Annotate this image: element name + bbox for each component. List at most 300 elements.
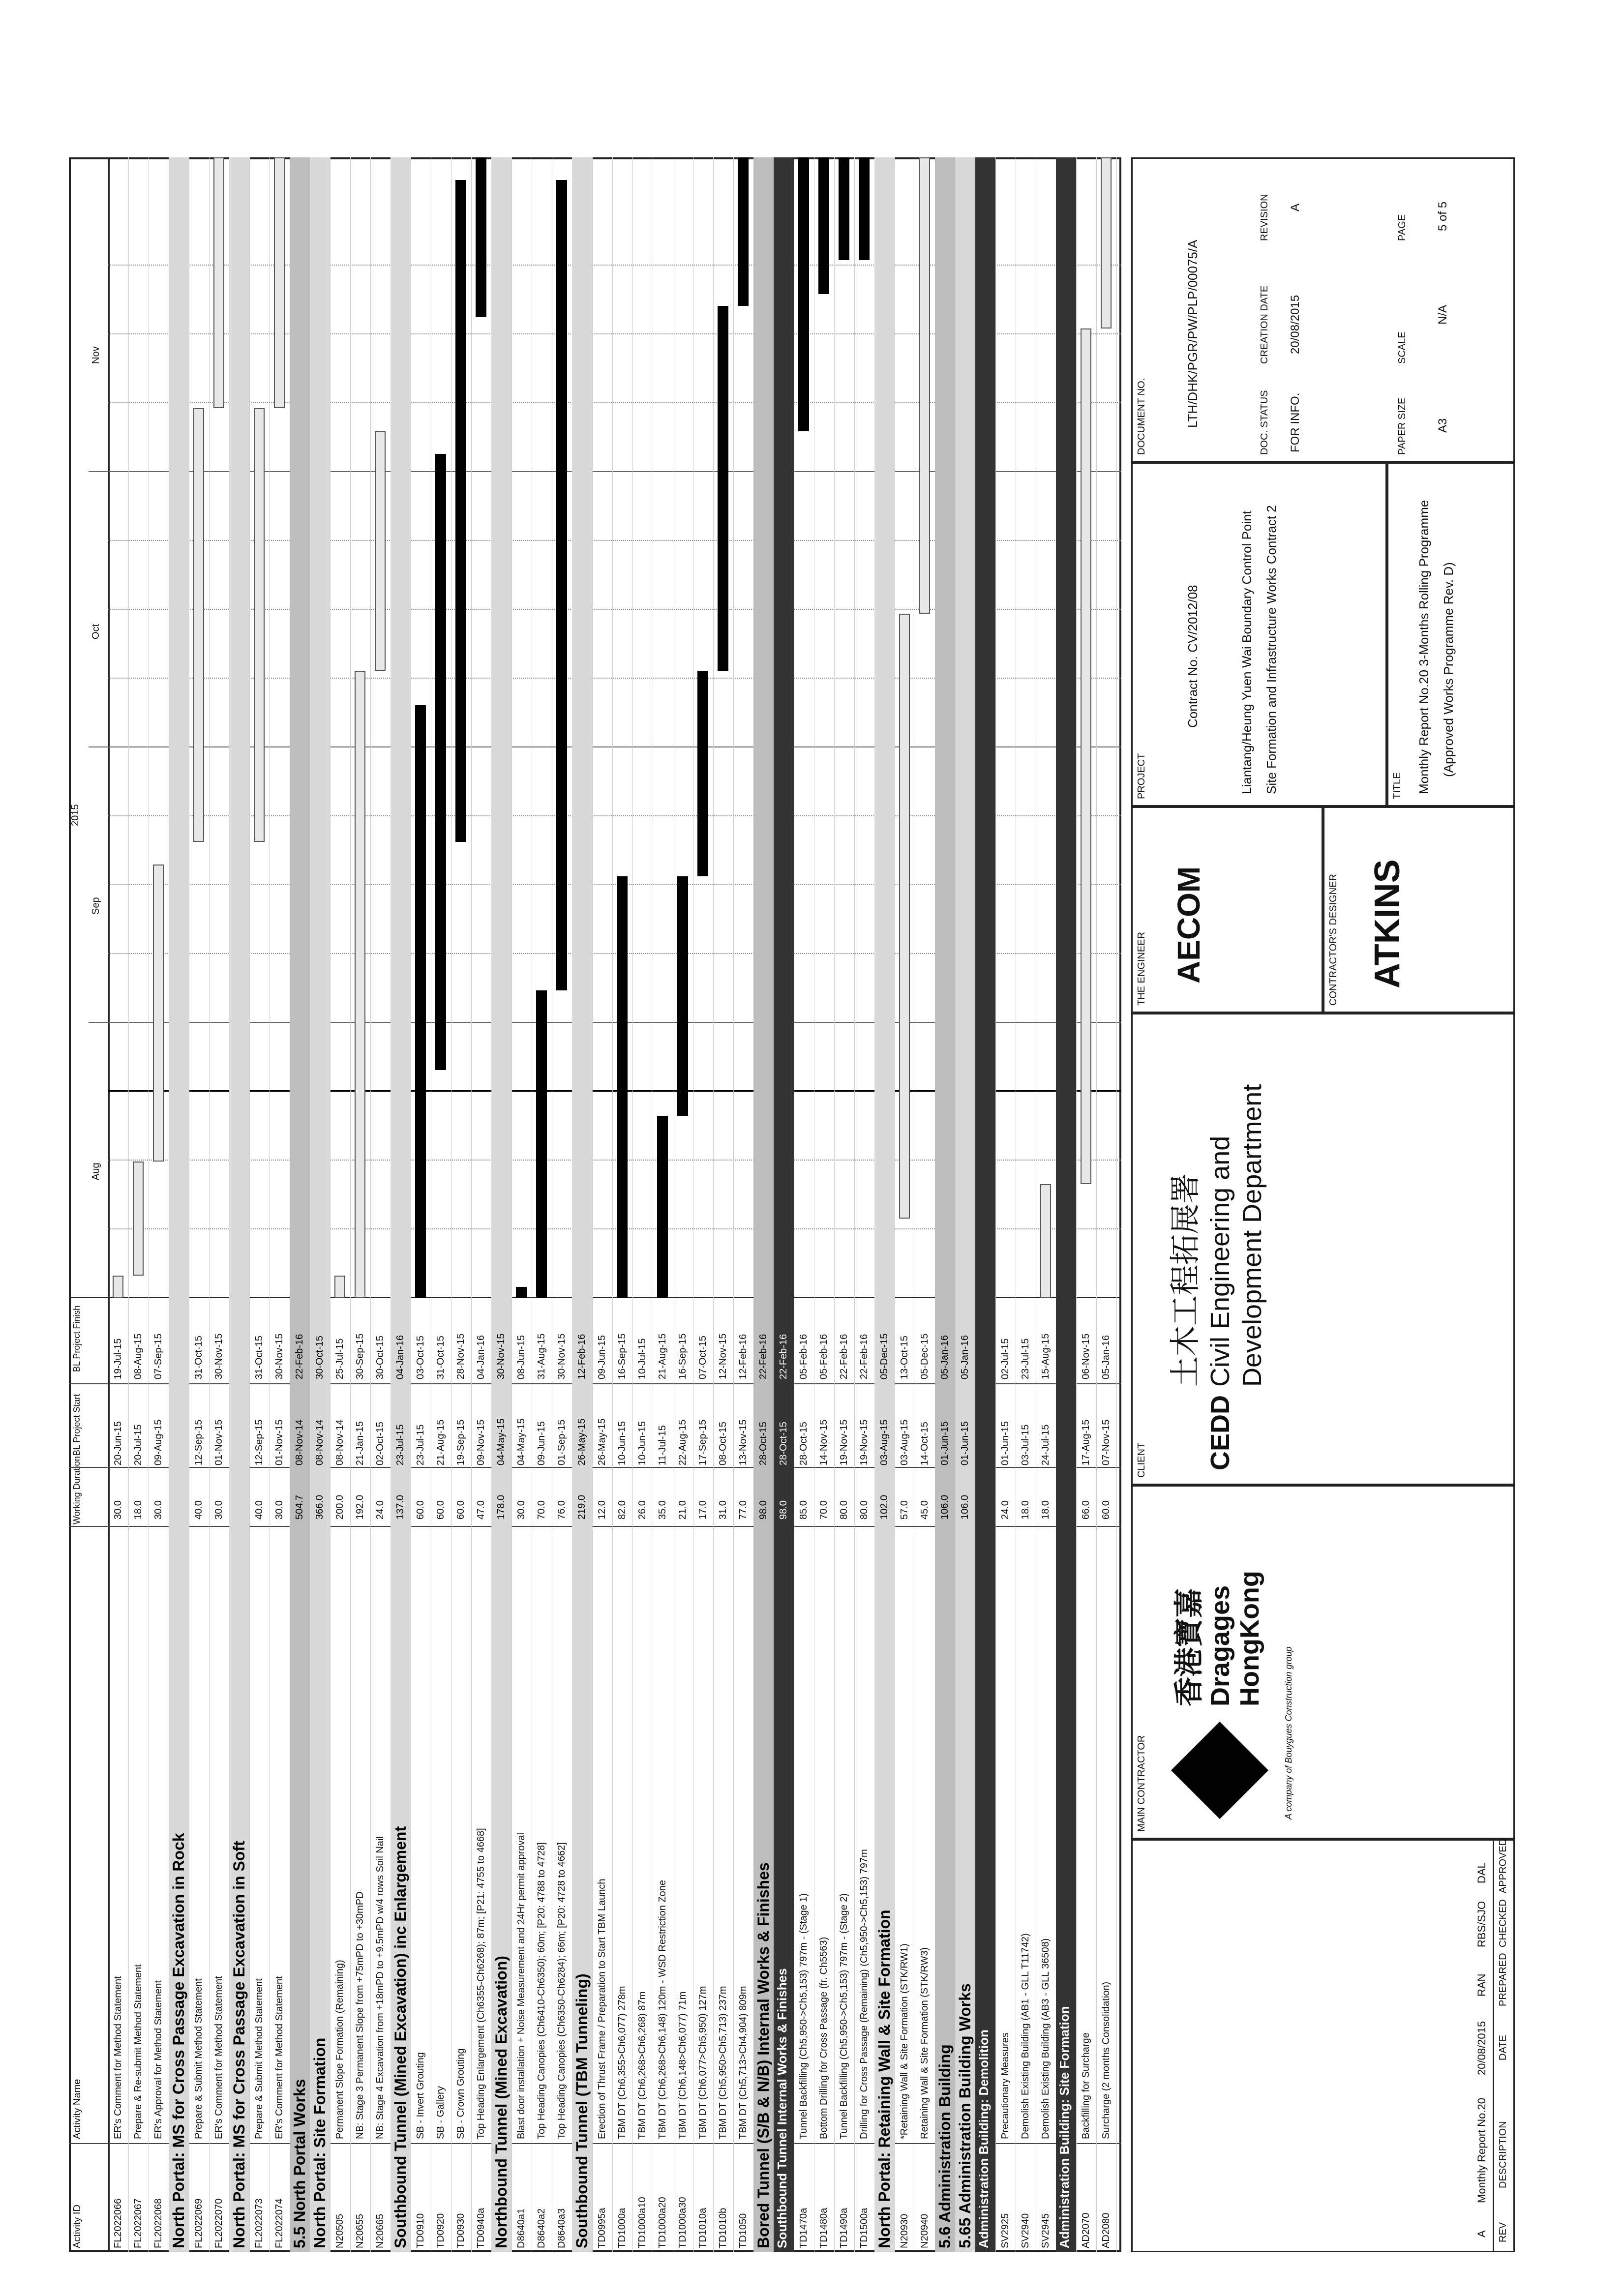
designer-name: ATKINS bbox=[1368, 859, 1407, 988]
section-header-row bbox=[310, 157, 331, 2252]
bl-finish: 07-Oct-15 bbox=[697, 1336, 708, 1379]
bl-finish: 03-Oct-15 bbox=[415, 1336, 426, 1379]
activity-id: N20505 bbox=[334, 2213, 345, 2248]
activity-id: AD2080 bbox=[1101, 2212, 1112, 2248]
activity-row bbox=[713, 157, 734, 2252]
section-title: Southbound Tunnel (Mined Excavation) inc Enlargement bbox=[391, 1826, 409, 2248]
bl-start: 12-Sep-15 bbox=[254, 1419, 265, 1465]
activity-row bbox=[794, 157, 814, 2252]
bl-finish: 21-Aug-15 bbox=[657, 1333, 668, 1379]
bl-start: 09-Aug-15 bbox=[153, 1419, 164, 1465]
activity-id: FL2022068 bbox=[153, 2198, 164, 2248]
section-finish: 12-Feb-16 bbox=[576, 1334, 587, 1379]
activity-row bbox=[511, 157, 532, 2252]
baseline-activity-bar bbox=[133, 1162, 144, 1276]
bl-finish: 12-Feb-16 bbox=[738, 1334, 749, 1379]
activity-rows bbox=[108, 157, 1121, 2252]
activity-id: SV2925 bbox=[1000, 2213, 1011, 2248]
activity-id: TD0995a bbox=[597, 2207, 607, 2248]
baseline-activity-bar bbox=[274, 157, 285, 408]
project-line2: Site Formation and Infrastructure Works Contract 2 bbox=[1264, 505, 1279, 794]
rev-prepared-value: RAN bbox=[1475, 1973, 1488, 1997]
working-duration: 66.0 bbox=[1081, 1500, 1091, 1520]
activity-row bbox=[895, 157, 915, 2252]
working-duration: 45.0 bbox=[919, 1500, 930, 1520]
section-header-row bbox=[874, 157, 895, 2252]
activity-id: D8640a1 bbox=[516, 2208, 527, 2248]
activity-row bbox=[451, 157, 472, 2252]
project-label: PROJECT bbox=[1136, 753, 1147, 799]
bl-start: 01-Jun-15 bbox=[1000, 1421, 1011, 1465]
critical-activity-bar bbox=[435, 454, 446, 1070]
activity-row bbox=[673, 157, 693, 2252]
critical-activity-bar bbox=[657, 1116, 668, 1298]
section-dur: 178.0 bbox=[496, 1494, 507, 1520]
section-title: Southbound Tunnel (TBM Tunneling) bbox=[573, 1973, 591, 2248]
working-duration: 30.0 bbox=[153, 1500, 164, 1520]
timeline-year: 2015 bbox=[70, 804, 81, 826]
working-duration: 30.0 bbox=[274, 1500, 285, 1520]
critical-activity-bar bbox=[415, 705, 426, 1298]
activity-name: Demolish Existing Building (AB1 - GLL T11742) bbox=[1020, 1933, 1031, 2139]
activity-id: TD0940a bbox=[476, 2207, 486, 2248]
col-activity-id: Activity ID bbox=[72, 2205, 83, 2248]
baseline-activity-bar bbox=[355, 671, 365, 1298]
bl-finish: 04-Jan-16 bbox=[476, 1335, 486, 1379]
bl-finish: 22-Feb-16 bbox=[839, 1334, 849, 1379]
working-duration: 70.0 bbox=[536, 1500, 547, 1520]
activity-name: Permanent Slope Formation (Remaining) bbox=[334, 1960, 345, 2139]
month-sep: Sep bbox=[90, 897, 101, 915]
section-start: 04-May-15 bbox=[496, 1418, 507, 1465]
section-dur: 106.0 bbox=[939, 1494, 950, 1520]
activity-name: ER's Comment for Method Statement bbox=[213, 1976, 224, 2139]
working-duration: 40.0 bbox=[193, 1500, 204, 1520]
working-duration: 47.0 bbox=[476, 1500, 486, 1520]
activity-name: TBM DT (Ch6,148>Ch6,077) 71m bbox=[677, 1991, 688, 2139]
bl-start: 21-Aug-15 bbox=[435, 1419, 446, 1465]
project-line1: Liantang/Heung Yuen Wai Boundary Control Point bbox=[1239, 510, 1254, 794]
bl-start: 19-Sep-15 bbox=[455, 1419, 466, 1465]
working-duration: 60.0 bbox=[455, 1500, 466, 1520]
section-start: 01-Jun-15 bbox=[960, 1421, 970, 1465]
activity-id: FL2022070 bbox=[213, 2198, 224, 2248]
bl-start: 12-Sep-15 bbox=[193, 1419, 204, 1465]
activity-name: ER's Comment for Method Statement bbox=[274, 1976, 285, 2139]
section-header-row bbox=[975, 157, 996, 2252]
working-duration: 12.0 bbox=[597, 1500, 607, 1520]
section-header-row bbox=[1056, 157, 1077, 2252]
baseline-activity-bar bbox=[899, 614, 910, 1219]
activity-row bbox=[552, 157, 572, 2252]
critical-activity-bar bbox=[859, 157, 870, 260]
activity-id: SV2940 bbox=[1020, 2213, 1031, 2248]
section-dur: 504.7 bbox=[294, 1494, 305, 1520]
section-title: North Portal: MS for Cross Passage Excavation in Rock bbox=[170, 1833, 187, 2248]
working-duration: 17.0 bbox=[697, 1500, 708, 1520]
activity-id: TD1500a bbox=[859, 2207, 870, 2248]
engineer-name: AECOM bbox=[1171, 866, 1206, 984]
section-header-row bbox=[491, 157, 512, 2252]
section-title: North Portal: Retaining Wall & Site Formation bbox=[875, 1909, 893, 2248]
bl-start: 10-Jun-15 bbox=[617, 1421, 628, 1465]
client-label: CLIENT bbox=[1136, 1442, 1147, 1478]
working-duration: 30.0 bbox=[213, 1500, 224, 1520]
activity-id: FL2022067 bbox=[133, 2198, 144, 2248]
working-duration: 31.0 bbox=[718, 1500, 728, 1520]
activity-id: AD2070 bbox=[1081, 2212, 1091, 2248]
bl-finish: 08-Aug-15 bbox=[133, 1333, 144, 1379]
activity-name: NB: Stage 3 Permanent Slope from +75mPD to +30mPD bbox=[355, 1891, 365, 2139]
section-header-row bbox=[774, 157, 794, 2252]
col-activity-name: Activity Name bbox=[72, 2079, 83, 2139]
section-finish: 30-Oct-15 bbox=[314, 1336, 325, 1379]
revision-table bbox=[1131, 1839, 1515, 2252]
activity-name: *Retaining Wall & Site Formation (STK/RW1) bbox=[899, 1943, 910, 2139]
activity-name: Tunnel Backfilling (Ch5,950->Ch5,153) 797m - (Stage 1) bbox=[798, 1893, 809, 2139]
section-finish: 04-Jan-16 bbox=[395, 1335, 406, 1379]
doc-status: FOR INFO. bbox=[1289, 392, 1302, 452]
baseline-activity-bar bbox=[153, 865, 164, 1161]
activity-name: NB: Stage 4 Excavation from +18mPD to +9.5mPD w/4 rows Soil Nail bbox=[375, 1836, 386, 2139]
contractor-name-en1: Dragages bbox=[1205, 1585, 1235, 1706]
activity-name: Precautionary Measures bbox=[1000, 2032, 1011, 2139]
working-duration: 18.0 bbox=[133, 1500, 144, 1520]
activity-row bbox=[411, 157, 431, 2252]
section-finish: 30-Nov-15 bbox=[496, 1333, 507, 1379]
approved-label: APPROVED bbox=[1498, 1838, 1508, 1893]
section-title: North Portal: MS for Cross Passage Excavation in Soft bbox=[230, 1841, 248, 2248]
bl-start: 13-Nov-15 bbox=[738, 1419, 749, 1465]
month-aug: Aug bbox=[90, 1163, 101, 1180]
client-en1: Civil Engineering and bbox=[1205, 1135, 1235, 1387]
working-duration: 70.0 bbox=[818, 1500, 829, 1520]
section-header-row bbox=[955, 157, 976, 2252]
bl-start: 17-Aug-15 bbox=[1081, 1419, 1091, 1465]
activity-name: Bottom Drilling for Cross Passage (fr. Ch5563) bbox=[818, 1937, 829, 2139]
bl-finish: 05-Feb-16 bbox=[798, 1334, 809, 1379]
month-oct: Oct bbox=[90, 624, 101, 639]
col-bl-finish: BL Project Finish bbox=[72, 1305, 82, 1372]
activity-id: TD1000a10 bbox=[637, 2197, 648, 2248]
bl-start: 14-Oct-15 bbox=[919, 1422, 930, 1465]
section-finish: 05-Jan-16 bbox=[939, 1335, 950, 1379]
bl-finish: 22-Feb-16 bbox=[859, 1334, 870, 1379]
contractor-name-cn: 香港寶嘉 bbox=[1173, 1588, 1205, 1706]
critical-activity-bar bbox=[536, 990, 547, 1298]
activity-row bbox=[1036, 157, 1056, 2252]
critical-activity-bar bbox=[476, 157, 486, 317]
baseline-activity-bar bbox=[213, 157, 224, 408]
doc-no-label: DOCUMENT NO. bbox=[1136, 378, 1147, 455]
activity-row bbox=[370, 157, 391, 2252]
critical-activity-bar bbox=[455, 180, 466, 842]
section-title: 5.5 North Portal Works bbox=[291, 2079, 308, 2248]
bl-finish: 05-Feb-16 bbox=[818, 1334, 829, 1379]
working-duration: 82.0 bbox=[617, 1500, 628, 1520]
baseline-activity-bar bbox=[1101, 157, 1112, 328]
activity-row bbox=[149, 157, 169, 2252]
activity-row bbox=[592, 157, 613, 2252]
activity-id: FL2022073 bbox=[254, 2198, 265, 2248]
critical-activity-bar bbox=[556, 180, 567, 990]
activity-row bbox=[915, 157, 935, 2252]
activity-name: TBM DT (Ch6,268>Ch6,268) 87m bbox=[637, 1991, 648, 2139]
section-start: 28-Oct-15 bbox=[758, 1422, 769, 1465]
bl-start: 28-Oct-15 bbox=[798, 1422, 809, 1465]
activity-id: FL2022074 bbox=[274, 2198, 285, 2248]
section-finish: 05-Jan-16 bbox=[960, 1335, 970, 1379]
baseline-activity-bar bbox=[919, 157, 930, 614]
activity-name: ER's Approval for Method Statement bbox=[153, 1980, 164, 2139]
section-title: Bored Tunnel (S/B & N/B) Internal Works & Finishes bbox=[754, 1862, 772, 2248]
activity-id: TD1000a30 bbox=[677, 2197, 688, 2248]
bl-start: 19-Nov-15 bbox=[839, 1419, 849, 1465]
bl-finish: 31-Aug-15 bbox=[536, 1333, 547, 1379]
bl-finish: 31-Oct-15 bbox=[193, 1336, 204, 1379]
activity-id: D8640a2 bbox=[536, 2208, 547, 2248]
activity-row bbox=[693, 157, 714, 2252]
critical-activity-bar bbox=[798, 157, 809, 431]
activity-id: FL2022066 bbox=[113, 2198, 123, 2248]
bl-finish: 16-Sep-15 bbox=[677, 1333, 688, 1379]
bl-start: 01-Nov-15 bbox=[213, 1419, 224, 1465]
working-duration: 192.0 bbox=[355, 1494, 365, 1520]
activity-id: TD1050 bbox=[738, 2213, 749, 2248]
section-header-row bbox=[290, 157, 310, 2252]
section-header-row bbox=[935, 157, 956, 2252]
baseline-activity-bar bbox=[113, 1276, 123, 1298]
creation-date: 20/08/2015 bbox=[1289, 295, 1302, 354]
bl-finish: 28-Nov-15 bbox=[455, 1333, 466, 1379]
paper-size-label: PAPER SIZE bbox=[1397, 397, 1408, 455]
bl-finish: 08-Jun-15 bbox=[516, 1335, 527, 1379]
activity-name: Drilling for Cross Passage (Remaining) (Ch5,950->Ch5,153) 797m bbox=[859, 1849, 870, 2139]
activity-id: TD1490a bbox=[839, 2207, 849, 2248]
activity-id: TD1470a bbox=[798, 2207, 809, 2248]
activity-row bbox=[854, 157, 875, 2252]
bl-start: 17-Sep-15 bbox=[697, 1419, 708, 1465]
activity-id: N20940 bbox=[919, 2213, 930, 2248]
engineer-box bbox=[1131, 806, 1323, 1013]
bl-start: 14-Nov-15 bbox=[818, 1419, 829, 1465]
activity-name: Prepare & Submit Method Statement bbox=[254, 1978, 265, 2139]
bl-start: 20-Jul-15 bbox=[133, 1424, 144, 1465]
activity-id: TD0930 bbox=[455, 2213, 466, 2248]
activity-row bbox=[1016, 157, 1036, 2252]
activity-name: SB - Invert Grouting bbox=[415, 2052, 426, 2139]
activity-name: Top Heading Canopies (Ch6410-Ch6350); 60m; [P20: 4788 to 4728] bbox=[536, 1842, 547, 2139]
working-duration: 30.0 bbox=[516, 1500, 527, 1520]
activity-row bbox=[249, 157, 270, 2252]
bl-finish: 07-Sep-15 bbox=[153, 1333, 164, 1379]
client-abbr: CEDD bbox=[1205, 1395, 1235, 1470]
activity-row bbox=[330, 157, 351, 2252]
activity-id: TD0920 bbox=[435, 2213, 446, 2248]
activity-name: Prepare & Re-submit Method Statement bbox=[133, 1964, 144, 2139]
critical-activity-bar bbox=[516, 1287, 527, 1298]
bl-start: 02-Oct-15 bbox=[375, 1422, 386, 1465]
rev-approved-value: DAL bbox=[1475, 1862, 1488, 1883]
activity-name: Prepare & Submit Method Statement bbox=[193, 1978, 204, 2139]
baseline-activity-bar bbox=[254, 408, 265, 842]
doc-status-label: DOC. STATUS bbox=[1259, 390, 1270, 455]
activity-name: ER's Comment for Method Statement bbox=[113, 1976, 123, 2139]
activity-row bbox=[270, 157, 290, 2252]
activity-name: Top Heading Canopies (Ch6350-Ch6284); 66m; [P20: 4728 to 4662] bbox=[556, 1842, 567, 2139]
activity-id: N20665 bbox=[375, 2213, 386, 2248]
bl-start: 24-Jul-15 bbox=[1040, 1424, 1051, 1465]
section-header-row bbox=[391, 157, 411, 2252]
baseline-activity-bar bbox=[334, 1276, 345, 1298]
section-title: 5.65 Administration Building Works bbox=[956, 1983, 974, 2248]
bl-start: 01-Sep-15 bbox=[556, 1419, 567, 1465]
working-duration: 26.0 bbox=[637, 1500, 648, 1520]
scale-label: SCALE bbox=[1397, 331, 1408, 364]
bl-start: 23-Jul-15 bbox=[415, 1424, 426, 1465]
critical-activity-bar bbox=[617, 876, 628, 1298]
working-duration: 60.0 bbox=[435, 1500, 446, 1520]
activity-id: TD1000a bbox=[617, 2207, 628, 2248]
bl-start: 08-Oct-15 bbox=[718, 1422, 728, 1465]
activity-id: TD1010b bbox=[718, 2207, 728, 2248]
section-finish: 05-Dec-15 bbox=[879, 1333, 890, 1379]
bl-start: 20-Jun-15 bbox=[113, 1421, 123, 1465]
baseline-activity-bar bbox=[375, 431, 386, 671]
bl-start: 22-Aug-15 bbox=[677, 1419, 688, 1465]
activity-id: D8640a3 bbox=[556, 2208, 567, 2248]
revision-label: REVISION bbox=[1259, 194, 1270, 241]
creation-date-label: CREATION DATE bbox=[1259, 285, 1270, 364]
critical-activity-bar bbox=[839, 157, 849, 260]
section-title: Southbound Tunnel Internal Works & Finishes bbox=[775, 1968, 789, 2248]
bl-finish: 30-Sep-15 bbox=[355, 1333, 365, 1379]
scale: N/A bbox=[1436, 304, 1449, 325]
section-start: 08-Nov-14 bbox=[294, 1419, 305, 1465]
main-contractor-label: MAIN CONTRACTOR bbox=[1136, 1735, 1147, 1832]
bl-finish: 31-Oct-15 bbox=[254, 1336, 265, 1379]
client-en2: Development Department bbox=[1237, 1084, 1267, 1387]
section-dur: 137.0 bbox=[395, 1494, 406, 1520]
activity-name: TBM DT (Ch6,268>Ch6,148) 120m - WSD Restriction Zone bbox=[657, 1879, 668, 2139]
activity-name: Erection of Thrust Frame / Preparation to Start TBM Launch bbox=[597, 1879, 607, 2139]
working-duration: 57.0 bbox=[899, 1500, 910, 1520]
working-duration: 77.0 bbox=[738, 1500, 749, 1520]
activity-row bbox=[995, 157, 1016, 2252]
activity-row bbox=[108, 157, 129, 2252]
activity-row bbox=[471, 157, 492, 2252]
section-dur: 98.0 bbox=[778, 1500, 789, 1520]
activity-row bbox=[350, 157, 371, 2252]
page: 5 of 5 bbox=[1436, 201, 1449, 231]
working-duration: 24.0 bbox=[1000, 1500, 1011, 1520]
col-working-duration: Working Duration bbox=[72, 1456, 82, 1524]
working-duration: 60.0 bbox=[415, 1500, 426, 1520]
activity-row bbox=[532, 157, 552, 2252]
activity-id: N20930 bbox=[899, 2213, 910, 2248]
section-header-row bbox=[229, 157, 250, 2252]
activity-name: SB - Crown Grouting bbox=[455, 2048, 466, 2139]
working-duration: 200.0 bbox=[334, 1494, 345, 1520]
working-duration: 24.0 bbox=[375, 1500, 386, 1520]
activity-name: Top Heading Enlargement (Ch6355-Ch6268); 87m; [P21: 4755 to 4668] bbox=[476, 1828, 486, 2139]
bl-finish: 31-Oct-15 bbox=[435, 1336, 446, 1379]
month-nov: Nov bbox=[90, 346, 101, 364]
activity-name: TBM DT (Ch5,950>Ch5,713) 237m bbox=[718, 1986, 728, 2139]
section-start: 28-Oct-15 bbox=[778, 1422, 789, 1465]
working-duration: 35.0 bbox=[657, 1500, 668, 1520]
bl-finish: 23-Jul-15 bbox=[1020, 1338, 1031, 1379]
bl-start: 08-Nov-14 bbox=[334, 1419, 345, 1465]
rev-value: A bbox=[1475, 2230, 1488, 2237]
bl-start: 04-May-15 bbox=[516, 1418, 527, 1465]
section-dur: 366.0 bbox=[314, 1494, 325, 1520]
rev-date-value: 20/08/2015 bbox=[1475, 2021, 1488, 2075]
section-title: Northbound Tunnel (Mined Excavation) bbox=[492, 1956, 510, 2248]
critical-activity-bar bbox=[677, 876, 688, 1116]
baseline-activity-bar bbox=[1081, 328, 1091, 1184]
bl-finish: 16-Sep-15 bbox=[617, 1333, 628, 1379]
working-duration: 18.0 bbox=[1040, 1500, 1051, 1520]
activity-name: Surcharge (2 months Consolidation) bbox=[1101, 1981, 1112, 2139]
working-duration: 80.0 bbox=[859, 1500, 870, 1520]
working-duration: 60.0 bbox=[1101, 1500, 1112, 1520]
activity-name: TBM DT (Ch5,713>Ch4,904) 809m bbox=[738, 1986, 749, 2139]
contract-no: Contract No. CV/2012/08 bbox=[1185, 585, 1200, 728]
section-header-row bbox=[169, 157, 189, 2252]
activity-id: TD1480a bbox=[818, 2207, 829, 2248]
bl-finish: 12-Nov-15 bbox=[718, 1333, 728, 1379]
baseline-activity-bar bbox=[1040, 1184, 1051, 1298]
bl-finish: 05-Dec-15 bbox=[919, 1333, 930, 1379]
bl-finish: 05-Jan-16 bbox=[1101, 1335, 1112, 1379]
bl-finish: 15-Aug-15 bbox=[1040, 1333, 1051, 1379]
bl-finish: 30-Oct-15 bbox=[375, 1336, 386, 1379]
col-bl-start: BL Project Start bbox=[72, 1394, 82, 1456]
bl-finish: 30-Nov-15 bbox=[556, 1333, 567, 1379]
bl-start: 26-May-15 bbox=[597, 1418, 607, 1465]
section-dur: 219.0 bbox=[576, 1494, 587, 1520]
bl-start: 19-Nov-15 bbox=[859, 1419, 870, 1465]
rev-divider bbox=[1493, 1839, 1494, 2252]
critical-activity-bar bbox=[718, 306, 728, 671]
activity-id: N20655 bbox=[355, 2213, 365, 2248]
activity-row bbox=[653, 157, 673, 2252]
checked-label: CHECKED bbox=[1498, 1899, 1508, 1947]
revision: A bbox=[1289, 203, 1302, 211]
activity-row bbox=[189, 157, 210, 2252]
bl-start: 21-Jan-15 bbox=[355, 1421, 365, 1465]
section-dur: 98.0 bbox=[758, 1500, 769, 1520]
prepared-label: PREPARED bbox=[1498, 1953, 1508, 2006]
bl-finish: 02-Jul-15 bbox=[1000, 1338, 1011, 1379]
page-label: PAGE bbox=[1397, 214, 1408, 241]
activity-row bbox=[1096, 157, 1117, 2252]
activity-row bbox=[814, 157, 835, 2252]
bl-finish: 09-Jun-15 bbox=[597, 1335, 607, 1379]
section-title: Administration Building: Site Formation bbox=[1057, 2006, 1072, 2248]
bl-start: 07-Nov-15 bbox=[1101, 1419, 1112, 1465]
activity-row bbox=[834, 157, 855, 2252]
date-label: DATE bbox=[1498, 2035, 1508, 2060]
working-duration: 30.0 bbox=[113, 1500, 123, 1520]
title-label: TITLE bbox=[1392, 772, 1403, 799]
rev-label: REV bbox=[1498, 2222, 1508, 2242]
critical-activity-bar bbox=[818, 157, 829, 294]
activity-row bbox=[612, 157, 633, 2252]
activity-id: SV2945 bbox=[1040, 2213, 1051, 2248]
bl-start: 09-Nov-15 bbox=[476, 1419, 486, 1465]
